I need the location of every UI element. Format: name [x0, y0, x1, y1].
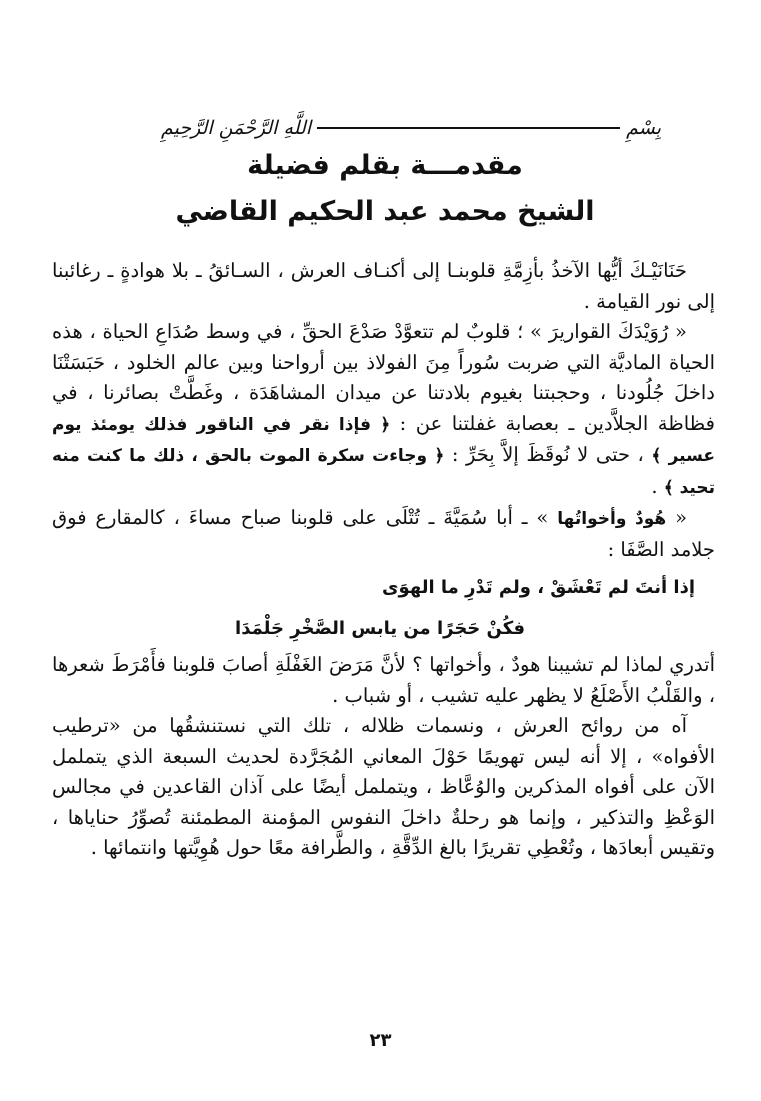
- basmala-end: اللَّهِ الرَّحْمَنِ الرَّحِيمِ: [161, 117, 312, 139]
- paragraph-1: حَنَانَيْـكَ أيُّها الآخذُ بأزِمَّةِ قلوبنـا إلى أكنـاف العرش ، السـائقُ ـ بلا هوادةٍ ـ رغائبنا إلى نور القيامة .: [52, 259, 715, 313]
- poem-line-2: فكُنْ حَجَرًا من يابس الصَّخْرِ جَلْمَدَا: [235, 617, 525, 639]
- paragraph-2-text: « رُوَيْدَكَ القواريرَ » ؛ قلوبٌ لم تتعوَّدْ صَدْعَ الحقِّ ، في وسط صُدَاعِ الحياة ، هذه الحياة الماديَّة التي ضربت سُوراً مِنَ الفولاذ بين أرواحنا وبين عالم الخلود ، حَبَسَتْنَا داخلَ جُلُودنا ، وحجبتنا بغيوم بلادتنا عن ميدان المشاهَدَة ، وغَطَّتْ بصائرنا ، في فظاظة الجلاَّدين ـ بعصابة غفلتنا عن :: [52, 320, 715, 435]
- paragraph-3: [52, 503, 715, 565]
- paragraph-4: أتدري لماذا لم تشيبنا هودٌ ، وأخواتها ؟ لأنَّ مَرَضَ الغَفْلَةِ أصابَ قلوبنا فأَمْرَطَ شعرها ، والقَلْبُ الأَصْلَعُ لا يظهر عليه تشيب ، أو شباب .: [52, 653, 715, 707]
- page-subtitle: الشيخ محمد عبد الحكيم القاضي: [175, 196, 595, 227]
- paragraph-2: [52, 317, 715, 503]
- quran-verse-2: ﴿ وجاءت سكرة الموت بالحق ، ذلك ما كنت منه تحيد ﴾: [52, 446, 715, 498]
- paragraph-2-continuation: ، حتى لا نُوقَظَ إلاَّ بِحَرِّ :: [451, 443, 644, 466]
- paragraph-2-end: .: [651, 474, 658, 498]
- paragraph-3-text: » ـ أبا سُمَيَّةَ ـ تُتْلَى على قلوبنا صباح مساءَ ، كالمقارع فوق جلامد الصَّفَا :: [52, 506, 715, 561]
- quran-verse-1: ﴿ فإذا نقر في الناقور فذلك يومئذ يوم عسير ﴾: [52, 414, 715, 466]
- page-number: ٢٣: [369, 1030, 392, 1051]
- poem-line-1: إذا أنتَ لم تَعْشَقْ ، ولم تَدْرِ ما الهوَى: [382, 577, 695, 598]
- basmala-divider: [317, 127, 620, 129]
- poem: [52, 573, 715, 644]
- quote-open: «: [675, 506, 688, 529]
- basmala-start: بِسْمِ: [626, 117, 661, 139]
- basmala-header: [161, 98, 661, 138]
- page-title: مقدمـــة بقلم فضيلة: [247, 150, 523, 181]
- body-text: [52, 256, 715, 864]
- surah-names: هُودٌ وأخواتُها: [557, 509, 667, 529]
- paragraph-5: آه من روائح العرش ، ونسمات ظلاله ، تلك التي نستنشقُها من «ترطيب الأفواه» ، إلا أنه ليس تهويمًا حَوْلَ المعاني المُجَرَّدة لحديث السبعة الذي يتململ الآن على أفواه المذكرين والوُعَّاظ ، ويتململ أيضًا على آذان القاعدين في مجالس الوَعْظِ والتذكير ، وإنما هو رحلةٌ داخلَ النفوس المؤمنة المطمئنة تُصوِّرُ حناياها ، وتقيس أبعادَها ، وتُعْطِي تقريرًا بالغ الدِّقَّةِ ، والطَّرافة معًا حول هُوِيَّتها وانتمائها .: [52, 714, 715, 859]
